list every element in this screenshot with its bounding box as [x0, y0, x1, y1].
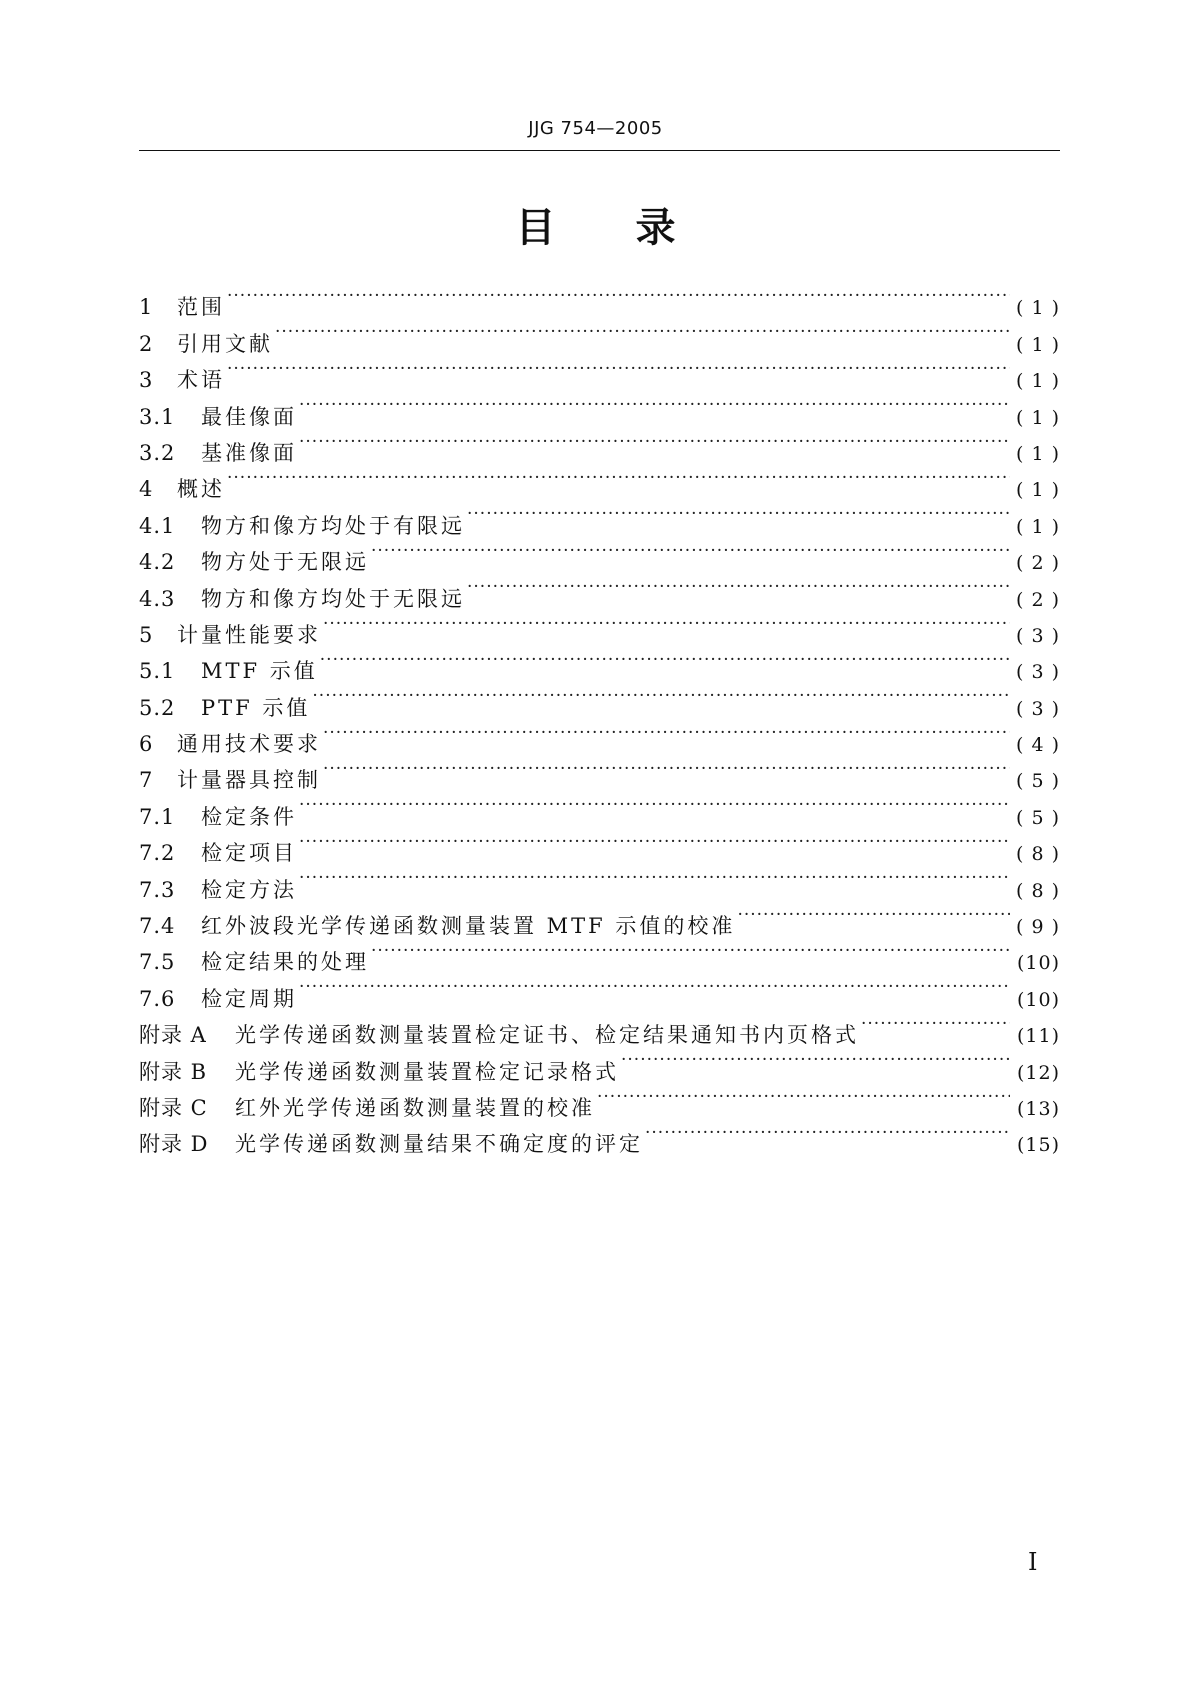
toc-page-number: (12): [1016, 1061, 1060, 1084]
toc-page-number: ( 1 ): [1016, 297, 1060, 320]
toc-section-number: 7.5: [139, 950, 176, 975]
toc-page-number: ( 8 ): [1016, 879, 1060, 902]
toc-section-number: 7.1: [139, 804, 176, 829]
toc-section-number: 7.3: [139, 877, 176, 902]
toc-dot-leader: [467, 569, 1010, 605]
toc-dot-leader: [227, 460, 1010, 496]
toc-page-number: ( 1 ): [1016, 406, 1060, 429]
toc-page-number: (13): [1016, 1097, 1060, 1120]
toc-dot-leader: [320, 642, 1010, 678]
toc-page-number: (10): [1016, 988, 1060, 1011]
toc-dot-leader: [371, 533, 1010, 569]
toc-entry[interactable]: [139, 387, 1060, 429]
toc-section-title: 检定结果的处理: [201, 950, 369, 975]
toc-section-title: 计量器具控制: [177, 768, 321, 793]
header-rule: [139, 150, 1060, 151]
toc-dot-leader: [299, 824, 1010, 860]
toc-dot-leader: [737, 897, 1010, 933]
toc-page-number: ( 3 ): [1016, 624, 1060, 647]
toc-section-title: 光学传递函数测量结果不确定度的评定: [235, 1132, 643, 1157]
toc-section-title: 通用技术要求: [177, 732, 321, 757]
toc-section-title: 红外光学传递函数测量装置的校准: [235, 1095, 595, 1120]
toc-section-number: 6: [139, 732, 154, 757]
toc-section-number: 3.2: [139, 440, 176, 465]
toc-section-title: 物方处于无限远: [201, 550, 369, 575]
toc-page-number: ( 5 ): [1016, 770, 1060, 793]
toc-entry[interactable]: [139, 351, 1060, 393]
toc-section-title: 最佳像面: [201, 404, 297, 429]
toc-dot-leader: [323, 715, 1010, 751]
toc-entry[interactable]: [139, 496, 1060, 538]
toc-dot-leader: [299, 787, 1010, 823]
toc-section-number: 1: [139, 295, 154, 320]
toc-section-title: 物方和像方均处于无限远: [201, 586, 465, 611]
toc-section-number: 附录 A: [139, 1023, 207, 1048]
toc-section-title: 检定条件: [201, 804, 297, 829]
toc-page-number: ( 1 ): [1016, 479, 1060, 502]
toc-dot-leader: [323, 606, 1010, 642]
toc-page-number: ( 9 ): [1016, 916, 1060, 939]
toc-section-number: 5.1: [139, 659, 176, 684]
toc-title: 目录: [515, 205, 756, 251]
toc-section-number: 7.2: [139, 841, 176, 866]
toc-section-number: 附录 B: [139, 1059, 208, 1084]
toc-page-number: (10): [1016, 952, 1060, 975]
toc-section-number: 7.6: [139, 986, 176, 1011]
toc-section-title: 计量性能要求: [177, 622, 321, 647]
toc-section-number: 4.1: [139, 513, 176, 538]
toc-dot-leader: [645, 1115, 1010, 1151]
toc-section-title: 引用文献: [177, 331, 273, 356]
toc-dot-leader: [323, 751, 1010, 787]
toc-page-number: ( 2 ): [1016, 552, 1060, 575]
toc-page-number: ( 4 ): [1016, 734, 1060, 757]
toc-section-title: 光学传递函数测量装置检定记录格式: [235, 1059, 619, 1084]
toc-section-title: 物方和像方均处于有限远: [201, 513, 465, 538]
toc-dot-leader: [299, 424, 1010, 460]
toc-section-title: 光学传递函数测量装置检定证书、检定结果通知书内页格式: [235, 1023, 859, 1048]
toc-page-number: ( 1 ): [1016, 370, 1060, 393]
toc-page-number: ( 5 ): [1016, 806, 1060, 829]
toc-section-title: 术语: [177, 368, 225, 393]
toc-page-number: (15): [1016, 1134, 1060, 1157]
toc-dot-leader: [371, 933, 1010, 969]
toc-page-number: ( 3 ): [1016, 661, 1060, 684]
toc-page-number: ( 3 ): [1016, 697, 1060, 720]
toc-dot-leader: [312, 678, 1010, 714]
toc-dot-leader: [621, 1042, 1010, 1078]
page-number: I: [1028, 1548, 1038, 1576]
toc-dot-leader: [227, 351, 1010, 387]
toc-dot-leader: [299, 860, 1010, 896]
toc-section-number: 5.2: [139, 695, 176, 720]
toc-section-number: 7.4: [139, 914, 176, 939]
toc-dot-leader: [227, 278, 1010, 314]
toc-section-title: 概述: [177, 477, 225, 502]
toc-section-title: 红外波段光学传递函数测量装置 MTF 示值的校准: [201, 914, 736, 939]
toc-section-number: 3.1: [139, 404, 176, 429]
toc-section-number: 5: [139, 622, 154, 647]
toc-section-title: PTF 示值: [201, 695, 311, 720]
toc-dot-leader: [299, 969, 1010, 1005]
toc-section-number: 4: [139, 477, 154, 502]
toc-section-title: 检定方法: [201, 877, 297, 902]
standard-code-header: JJG 754—2005: [528, 118, 663, 139]
toc-entry[interactable]: [139, 460, 1060, 502]
toc-dot-leader: [275, 314, 1010, 350]
toc-dot-leader: [299, 387, 1010, 423]
toc-section-title: 基准像面: [201, 440, 297, 465]
toc-section-title: 检定周期: [201, 986, 297, 1011]
toc-dot-leader: [467, 496, 1010, 532]
toc-dot-leader: [861, 1006, 1010, 1042]
toc-section-number: 4.3: [139, 586, 176, 611]
toc-section-number: 7: [139, 768, 154, 793]
toc-page-number: ( 2 ): [1016, 588, 1060, 611]
toc-page-number: ( 1 ): [1016, 442, 1060, 465]
toc-section-number: 附录 C: [139, 1095, 208, 1120]
toc-section-number: 3: [139, 368, 154, 393]
toc-page-number: (11): [1016, 1025, 1060, 1048]
toc-section-number: 4.2: [139, 550, 176, 575]
toc-section-title: 范围: [177, 295, 225, 320]
table-of-contents: [139, 278, 1060, 1157]
toc-page-number: ( 8 ): [1016, 843, 1060, 866]
toc-section-title: MTF 示值: [201, 659, 318, 684]
toc-entry[interactable]: [139, 278, 1060, 320]
toc-page-number: ( 1 ): [1016, 515, 1060, 538]
toc-page-number: ( 1 ): [1016, 333, 1060, 356]
toc-entry[interactable]: [139, 314, 1060, 356]
toc-section-number: 附录 D: [139, 1132, 209, 1157]
toc-dot-leader: [597, 1079, 1010, 1115]
toc-section-number: 2: [139, 331, 154, 356]
toc-section-title: 检定项目: [201, 841, 297, 866]
